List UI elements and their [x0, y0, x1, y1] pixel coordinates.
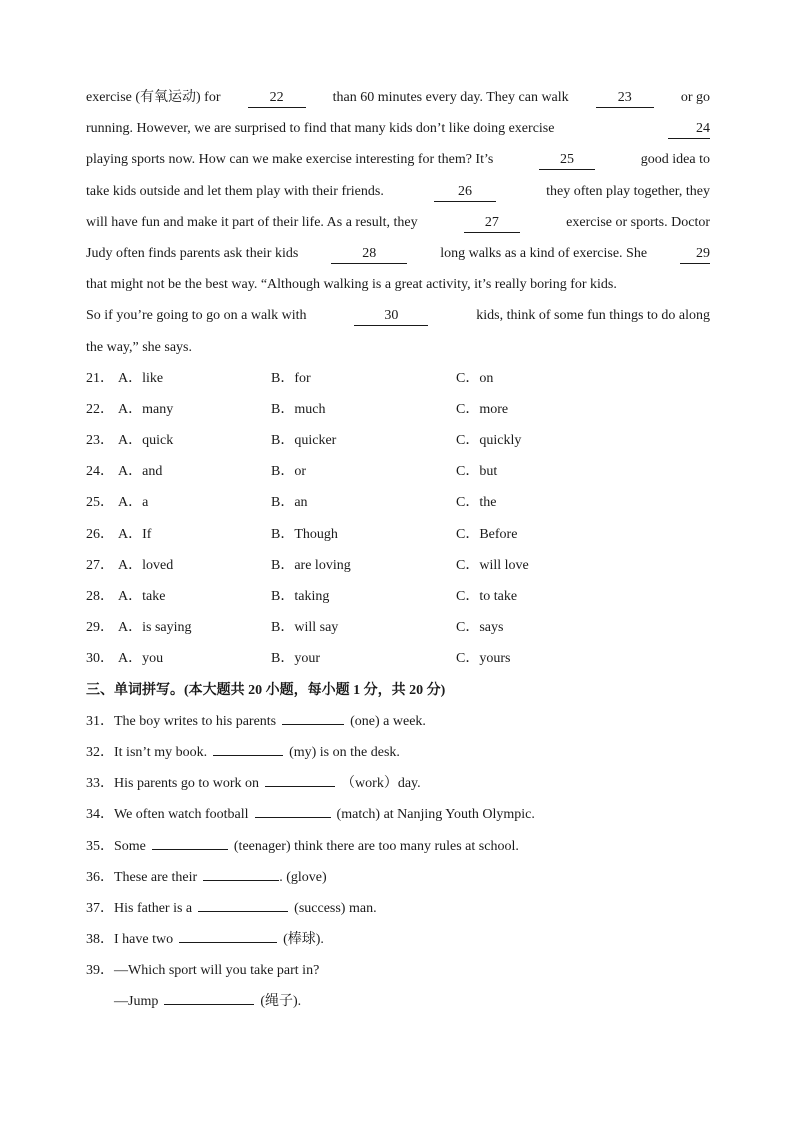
question-hint: （work）day.: [341, 776, 421, 792]
option-a: A．quick: [118, 433, 174, 449]
text: running. However, we are surprised to find that many kids don’t like doing exercise: [86, 121, 555, 137]
blank-29: 29: [680, 246, 710, 264]
answer-blank[interactable]: [265, 770, 335, 787]
answer-blank[interactable]: [179, 926, 277, 943]
option-row-29: [86, 612, 710, 643]
blank-23: 23: [596, 90, 654, 108]
option-c: C．says: [456, 620, 504, 636]
option-c: C．yours: [456, 651, 511, 667]
text: they often play together, they: [546, 183, 710, 199]
passage-line-3: [86, 144, 710, 175]
question-text: —Jump: [114, 994, 159, 1010]
option-c: C．quickly: [456, 433, 522, 449]
passage-line-6: [86, 238, 710, 269]
passage-line-4: [86, 176, 710, 207]
option-c: C．Before: [456, 526, 518, 542]
question-39-answer: [86, 986, 710, 1017]
question-text: 36．These are their: [86, 869, 198, 885]
option-b: B．are loving: [271, 557, 351, 573]
text: playing sports now. How can we make exercise interesting for them? It’s: [86, 152, 494, 168]
question-number: 27．: [86, 557, 114, 573]
option-a: A．you: [118, 651, 164, 667]
spelling-questions: [86, 706, 710, 1018]
option-b: B．Though: [271, 526, 338, 542]
passage-line-7: [86, 269, 710, 300]
section-title: 三、单词拼写。(本大题共 20 小题，每小题 1 分，共 20 分): [86, 682, 446, 698]
text: good idea to: [640, 152, 710, 168]
question-number: 30．: [86, 651, 114, 667]
option-b: B．for: [271, 370, 311, 386]
question-text: 33．His parents go to work on: [86, 776, 260, 792]
question-hint: (one) a week.: [350, 713, 426, 729]
question-hint: (绳子).: [260, 994, 302, 1010]
option-row-21: [86, 363, 710, 394]
option-a: A．If: [118, 526, 152, 542]
option-row-28: [86, 581, 710, 612]
answer-blank[interactable]: [213, 739, 283, 756]
exam-page: [86, 82, 710, 1018]
option-b: B．taking: [271, 589, 330, 604]
text: exercise or sports. Doctor: [566, 214, 710, 230]
option-a: A．is saying: [118, 620, 192, 636]
question-hint: (match) at Nanjing Youth Olympic.: [336, 807, 535, 823]
option-a: A．a: [118, 495, 149, 511]
passage-line-1: [86, 82, 710, 113]
question-38: [86, 924, 710, 955]
question-hint: (my) is on the desk.: [289, 744, 400, 760]
text: or go: [680, 90, 710, 105]
answer-blank[interactable]: [255, 801, 331, 818]
option-a: A．many: [118, 401, 174, 417]
question-37: [86, 893, 710, 924]
passage-line-8: [86, 300, 710, 331]
option-a: A．like: [118, 370, 164, 386]
blank-30: 30: [354, 308, 428, 326]
question-number: 26．: [86, 526, 114, 542]
text: kids, think of some fun things to do along: [476, 308, 710, 324]
blank-26: 26: [434, 184, 496, 202]
options-list: [86, 363, 710, 675]
question-text: 37．His father is a: [86, 900, 193, 916]
option-row-30: [86, 643, 710, 674]
question-hint: (棒球).: [283, 932, 324, 948]
option-row-23: [86, 425, 710, 456]
blank-27: 27: [464, 215, 520, 233]
option-b: B．an: [271, 495, 308, 511]
question-text: 38．I have two: [86, 932, 174, 948]
option-a: A．and: [118, 464, 163, 480]
question-hint: . (glove): [279, 869, 327, 885]
option-b: B．your: [271, 651, 320, 667]
text: than 60 minutes every day. They can walk: [332, 90, 569, 105]
text: will have fun and make it part of their life. As a result, they: [86, 214, 418, 230]
option-b: B．will say: [271, 620, 339, 636]
answer-blank[interactable]: [282, 708, 344, 725]
blank-22: 22: [248, 90, 306, 108]
option-c: C．more: [456, 401, 509, 417]
option-c: C．on: [456, 370, 494, 386]
option-b: B．much: [271, 401, 326, 417]
blank-25: 25: [539, 152, 595, 170]
option-row-22: [86, 394, 710, 425]
question-33: [86, 768, 710, 799]
text: long walks as a kind of exercise. She: [440, 245, 648, 261]
question-number: 25．: [86, 495, 114, 511]
question-hint: (success) man.: [294, 900, 377, 916]
answer-blank[interactable]: [152, 833, 228, 850]
question-hint: (teenager) think there are too many rules at school.: [233, 838, 519, 854]
option-b: B．quicker: [271, 433, 337, 449]
option-row-27: [86, 550, 710, 581]
option-c: C．but: [456, 464, 498, 480]
text: the way,” she says.: [86, 339, 193, 355]
passage-line-9: [86, 332, 710, 363]
text: that might not be the best way. “Although walking is a great activity, it’s really boring for kids.: [86, 277, 617, 293]
cloze-passage: [86, 82, 710, 363]
question-36: [86, 862, 710, 893]
answer-blank[interactable]: [164, 988, 254, 1005]
option-a: A．take: [118, 589, 166, 604]
option-c: C．will love: [456, 557, 529, 573]
question-number: 28．: [86, 589, 114, 604]
option-a: A．loved: [118, 557, 174, 573]
question-text: 31．The boy writes to his parents: [86, 713, 277, 729]
text: take kids outside and let them play with their friends.: [86, 183, 384, 199]
text: exercise (有氧运动) for: [86, 90, 221, 105]
text: Judy often finds parents ask their kids: [86, 245, 299, 261]
option-row-24: [86, 456, 710, 487]
blank-28: 28: [331, 246, 407, 264]
text: So if you’re going to go on a walk with: [86, 308, 307, 324]
blank-24: 24: [668, 121, 710, 139]
question-34: [86, 799, 710, 830]
option-c: C．the: [456, 495, 497, 511]
question-31: [86, 706, 710, 737]
question-text: 35．Some: [86, 838, 146, 854]
question-text: 32．It isn’t my book.: [86, 744, 208, 760]
question-number: 29．: [86, 620, 114, 636]
option-b: B．or: [271, 464, 306, 480]
option-c: C．to take: [456, 589, 518, 604]
passage-line-5: [86, 207, 710, 238]
question-number: 21．: [86, 370, 114, 386]
question-39: [86, 955, 710, 986]
option-row-25: [86, 487, 710, 518]
question-35: [86, 831, 710, 862]
answer-blank[interactable]: [203, 864, 279, 881]
question-text: 34．We often watch football: [86, 807, 249, 823]
passage-line-2: [86, 113, 710, 144]
question-number: 24．: [86, 464, 114, 480]
question-number: 22．: [86, 401, 114, 417]
option-row-26: [86, 519, 710, 550]
question-number: 23．: [86, 433, 114, 449]
question-32: [86, 737, 710, 768]
answer-blank[interactable]: [198, 895, 288, 912]
question-text: 39．—Which sport will you take part in?: [86, 963, 320, 979]
